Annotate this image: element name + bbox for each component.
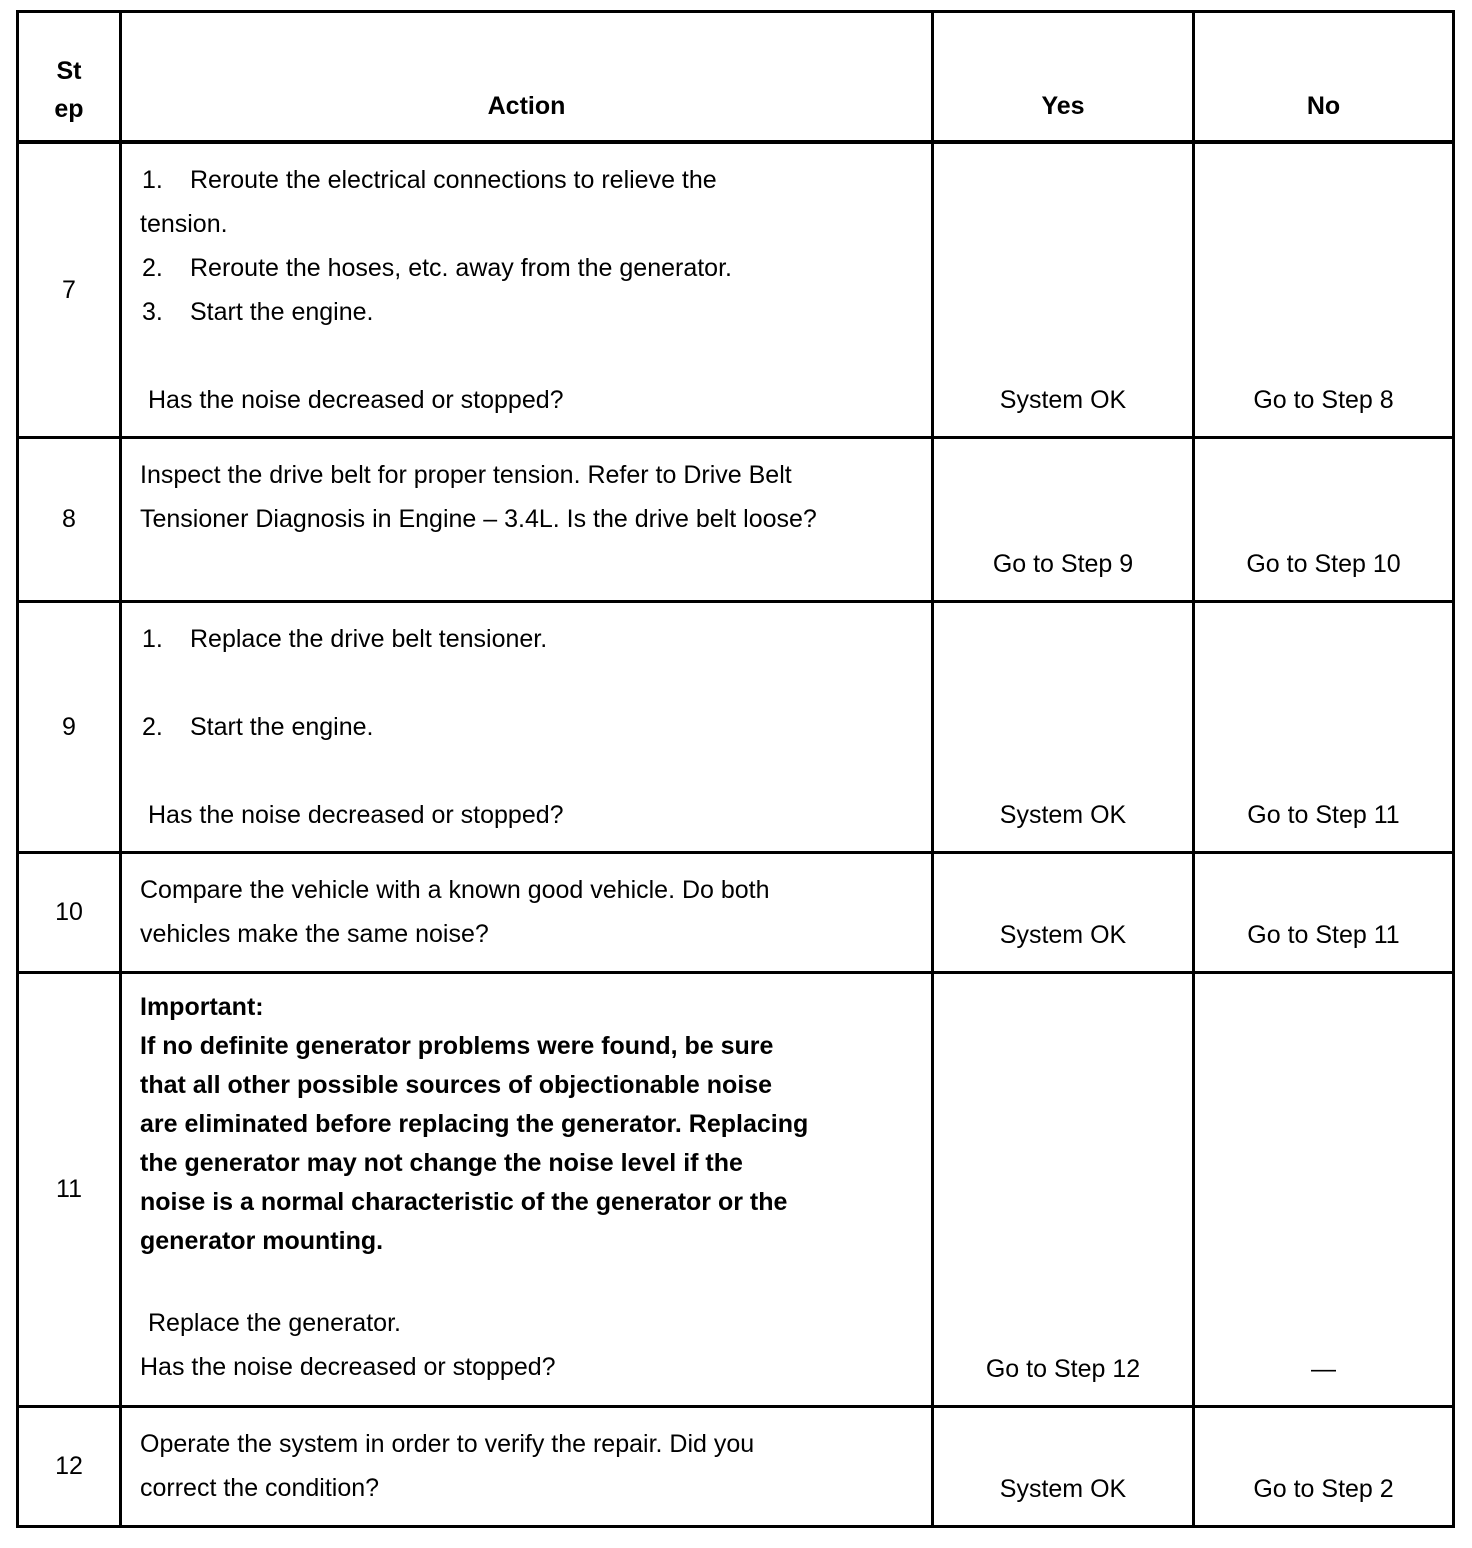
important-text-line: If no definite generator problems were found, be sure (140, 1031, 774, 1060)
important-text-line: are eliminated before replacing the generator. Replacing (140, 1109, 809, 1138)
no-result: Go to Step 11 (1194, 601, 1454, 852)
header-no: No (1194, 12, 1454, 142)
step-number: 9 (18, 601, 121, 852)
step-number: 8 (18, 437, 121, 601)
action-text-line: Compare the vehicle with a known good vehicle. Do both (140, 875, 770, 904)
table-row-step-7 (18, 142, 1454, 438)
yes-result: System OK (933, 142, 1194, 438)
action-cell (121, 852, 933, 972)
question-text: Has the noise decreased or stopped? (148, 800, 564, 829)
list-number: 3. (142, 297, 163, 326)
header-step (18, 12, 121, 142)
diagnostic-table-container (16, 10, 1452, 1534)
action-cell (121, 437, 933, 601)
table-row-step-12 (18, 1406, 1454, 1526)
action-text-line: Operate the system in order to verify the repair. Did you (140, 1429, 755, 1458)
action-cell (121, 972, 933, 1406)
table-row-step-11 (18, 972, 1454, 1406)
list-text: Replace the drive belt tensioner. (190, 624, 548, 653)
list-text: Start the engine. (190, 297, 374, 326)
list-text: Reroute the hoses, etc. away from the generator. (190, 253, 732, 282)
header-step-line1: St (56, 56, 82, 85)
yes-result: Go to Step 9 (933, 437, 1194, 601)
step-number: 11 (18, 972, 121, 1406)
action-cell (121, 601, 933, 852)
table-row-step-9 (18, 601, 1454, 852)
step-number: 12 (18, 1406, 121, 1526)
list-number: 1. (142, 165, 163, 194)
action-cell (121, 142, 933, 438)
step-number: 10 (18, 852, 121, 972)
list-text-continued: tension. (140, 209, 228, 238)
action-cell (121, 1406, 933, 1526)
important-text-line: the generator may not change the noise level if the (140, 1148, 743, 1177)
action-text-line: Inspect the drive belt for proper tension. Refer to Drive Belt (140, 460, 792, 489)
instruction-text: Replace the generator. (148, 1308, 401, 1337)
list-item (140, 705, 911, 749)
step-number: 7 (18, 142, 121, 438)
action-text-line: correct the condition? (140, 1473, 380, 1502)
header-yes: Yes (933, 12, 1194, 142)
action-text-line: Tensioner Diagnosis in Engine – 3.4L. Is the drive belt loose? (140, 504, 817, 533)
table-row-step-10 (18, 852, 1454, 972)
yes-result: Go to Step 12 (933, 972, 1194, 1406)
list-item (140, 617, 911, 661)
important-label: Important: (140, 992, 264, 1021)
important-text-line: noise is a normal characteristic of the generator or the (140, 1187, 788, 1216)
question-text: Has the noise decreased or stopped? (140, 1352, 556, 1381)
yes-result: System OK (933, 852, 1194, 972)
important-text-line: generator mounting. (140, 1226, 384, 1255)
action-text-line: vehicles make the same noise? (140, 919, 489, 948)
list-text: Reroute the electrical connections to relieve the (190, 165, 717, 194)
list-number: 2. (142, 253, 163, 282)
yes-result: System OK (933, 601, 1194, 852)
question-text: Has the noise decreased or stopped? (148, 385, 564, 414)
no-result: Go to Step 10 (1194, 437, 1454, 601)
yes-result: System OK (933, 1406, 1194, 1526)
list-text: Start the engine. (190, 712, 374, 741)
no-result: Go to Step 11 (1194, 852, 1454, 972)
no-result: — (1194, 972, 1454, 1406)
no-result: Go to Step 8 (1194, 142, 1454, 438)
header-row (18, 12, 1454, 142)
list-item (140, 158, 911, 202)
list-number: 2. (142, 712, 163, 741)
diagnostic-table (16, 10, 1455, 1528)
no-result: Go to Step 2 (1194, 1406, 1454, 1526)
header-action: Action (121, 12, 933, 142)
list-number: 1. (142, 624, 163, 653)
table-row-step-8 (18, 437, 1454, 601)
list-item (140, 246, 911, 290)
list-item (140, 290, 911, 334)
important-text-line: that all other possible sources of objectionable noise (140, 1070, 773, 1099)
header-step-line2: ep (54, 94, 84, 123)
